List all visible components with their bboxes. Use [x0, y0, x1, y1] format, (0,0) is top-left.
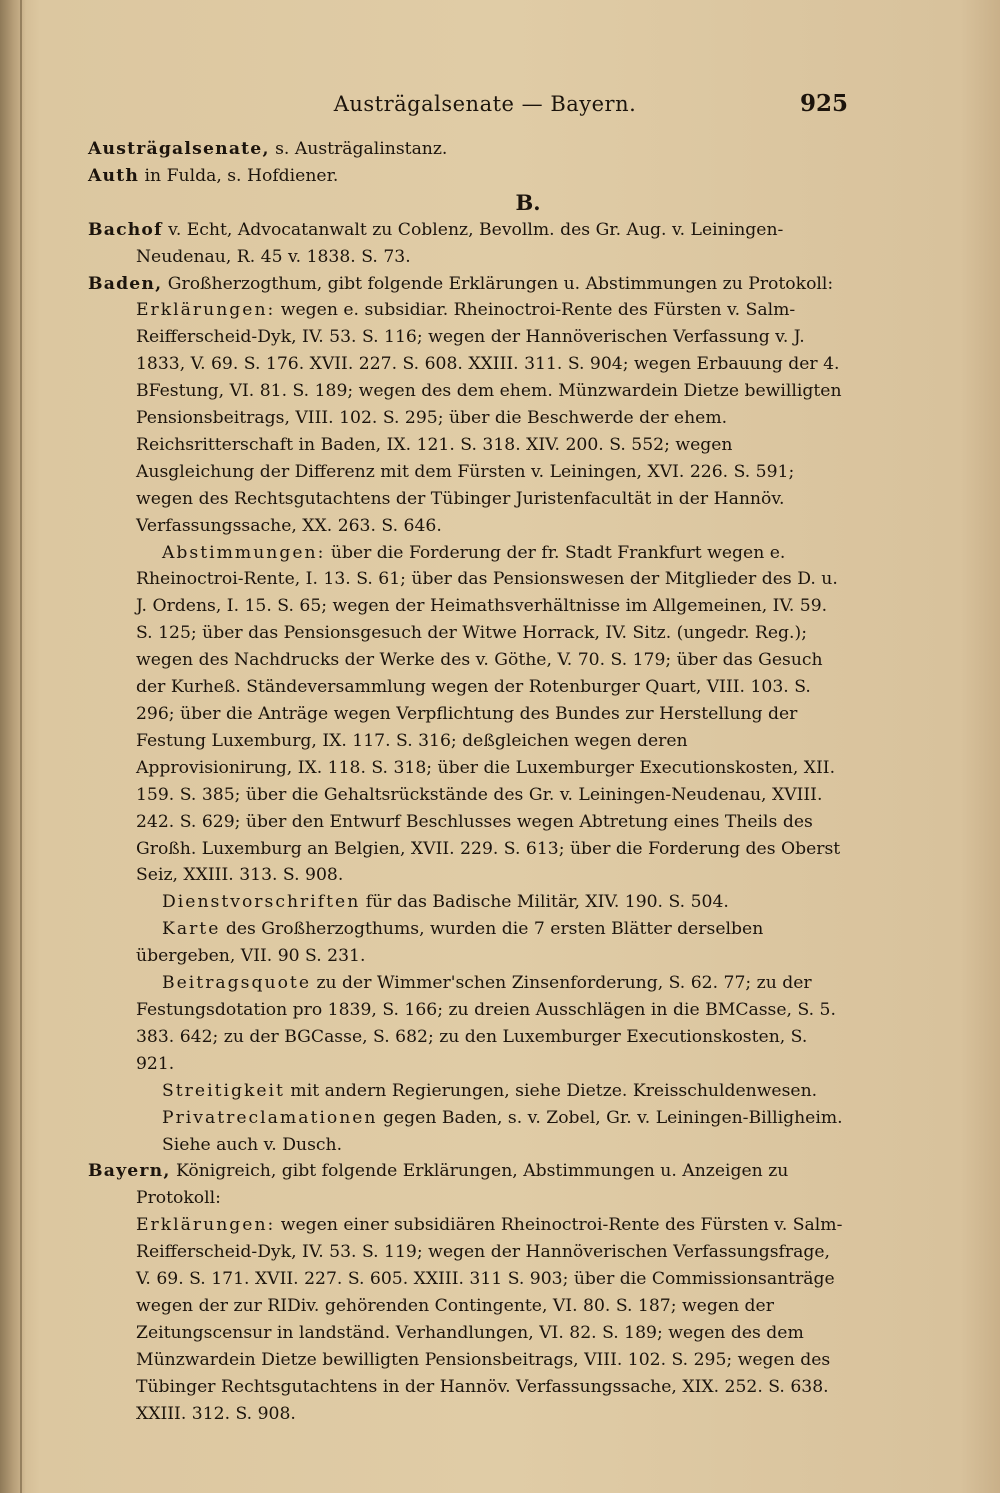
index-entry-bayern — [88, 1158, 848, 1212]
page-binding-shadow — [0, 0, 26, 1493]
entry-lemma: Baden, — [88, 273, 163, 294]
sub-label: Dienstvorschriften — [162, 892, 361, 913]
sub-label: Abstimmungen: — [162, 542, 326, 563]
sub-label: Karte — [162, 919, 221, 940]
index-entry-baden — [88, 271, 848, 298]
entry-lemma: Bachof — [88, 219, 163, 240]
running-header — [86, 92, 848, 128]
sub-label: Erklärungen: — [136, 300, 276, 321]
sub-paragraph — [88, 916, 848, 970]
sub-paragraph — [88, 1212, 848, 1427]
sub-text: Siehe auch v. Dusch. — [162, 1134, 343, 1155]
index-entry — [88, 136, 848, 163]
entry-text: in Fulda, s. Hofdiener. — [139, 165, 339, 186]
sub-text: wegen e. subsidiar. Rheinoctroi-Rente des Fürsten v. Salm-Reifferscheid-Dyk, IV. 53. S. 116; wegen der Hannöverischen Verfassung v. J. 1833, V. 69. S. 176. XVII. 227. S. 608. XXIII. 311. S. 904; wegen Erbauung der 4. BFestung, VI. 81. S. 189; wegen des dem ehem. Münzwardein Dietze bewilligten Pensionsbeitrags, VIII. 102. S. 295; über die Beschwerde der ehem. Reichsritterschaft in Baden, IX. 121. S. 318. XIV. 200. S. 552; wegen Ausgleichung der Differenz mit dem Fürsten v. Leiningen, XVI. 226. S. 591; wegen des Rechtsgutachtens der Tübinger Juristenfacultät in der Hannöv. Verfassungssache, XX. 263. S. 646. — [136, 300, 842, 536]
sub-label: Streitigkeit — [162, 1080, 285, 1101]
running-title: Austrägalsenate — Bayern. — [333, 92, 637, 116]
sub-text: des Großherzogthums, wurden die 7 ersten Blätter derselben übergeben, VII. 90 S. 231. — [136, 919, 764, 967]
sub-paragraph — [88, 970, 848, 1078]
sub-text: über die Forderung der fr. Stadt Frankfurt wegen e. Rheinoctroi-Rente, I. 13. S. 61; über das Pensionswesen der Mitglieder des D. u. J. Ordens, I. 15. S. 65; wegen der Heimathsverhältnisse im Allgemeinen, IV. 59. S. 125; über das Pensionsgesuch der Witwe Horrack, IV. Sitz. (ungedr. Reg.); wegen des Nachdrucks der Werke des v. Göthe, V. 70. S. 179; über das Gesuch der Kurheß. Ständeversammlung wegen der Rotenburger Quart, VIII. 103. S. 296; über die Anträge wegen Verpflichtung des Bundes zur Herstellung der Festung Luxemburg, IX. 117. S. 316; deßgleichen wegen deren Approvisionirung, IX. 118. S. 318; über die Luxemburger Executionskosten, XII. 159. S. 385; über die Gehaltsrückstände des Gr. v. Leiningen-Neudenau, XVIII. 242. S. 629; über den Entwurf Beschlusses wegen Abtretung eines Theils des Großh. Luxemburg an Belgien, XVII. 229. S. 613; über die Forderung des Oberst Seiz, XXIII. 313. S. 908. — [136, 542, 841, 886]
section-letter: B. — [515, 189, 541, 215]
binding-edge-line — [20, 0, 22, 1493]
sub-paragraph — [88, 889, 848, 916]
sub-label: Erklärungen: — [136, 1215, 276, 1236]
index-entry-bachof — [88, 217, 848, 271]
entry-text: v. Echt, Advocatanwalt zu Coblenz, Bevollm. des Gr. Aug. v. Leiningen-Neudenau, R. 45 v. 1838. S. 73. — [136, 219, 784, 267]
entry-text: Königreich, gibt folgende Erklärungen, Abstimmungen u. Anzeigen zu Protokoll: — [136, 1161, 789, 1209]
entry-lemma: Bayern, — [88, 1161, 171, 1182]
sub-paragraph — [88, 297, 848, 539]
entry-text: s. Austrägalinstanz. — [269, 139, 448, 159]
sub-paragraph — [88, 1132, 848, 1159]
sub-text: mit andern Regierungen, siehe Dietze. Kreisschuldenwesen. — [284, 1080, 818, 1101]
index-text — [88, 136, 848, 1427]
sub-text: zu der Wimmer'schen Zinsenforderung, S. 62. 77; zu der Festungsdotation pro 1839, S. 166; zu dreien Ausschlägen in die BMCasse, S. 5. 383. 642; zu der BGCasse, S. 682; zu den Luxemburger Executionskosten, S. 921. — [136, 973, 836, 1074]
sub-text: gegen Baden, s. v. Zobel, Gr. v. Leiningen-Billigheim. — [377, 1107, 843, 1128]
entry-lemma: Austrägalsenate, — [88, 139, 270, 159]
entry-text: Großherzogthum, gibt folgende Erklärungen u. Abstimmungen zu Protokoll: — [162, 273, 834, 294]
index-entry — [88, 163, 848, 190]
page-number: 925 — [799, 90, 848, 117]
sub-label: Beitragsquote — [162, 973, 311, 994]
sub-label: Privatreclamationen — [162, 1107, 378, 1128]
sub-paragraph — [88, 1105, 848, 1132]
entry-lemma: Auth — [88, 165, 140, 186]
sub-text: für das Badische Militär, XIV. 190. S. 504. — [360, 892, 729, 913]
sub-paragraph — [88, 1078, 848, 1105]
sub-text: wegen einer subsidiären Rheinoctroi-Rente des Fürsten v. Salm-Reifferscheid-Dyk, IV. 53. S. 119; wegen der Hannöverischen Verfassungsfrage, V. 69. S. 171. XVII. 227. S. 605. XXIII. 311 S. 903; über die Commissionsanträge wegen der zur RIDiv. gehörenden Contingente, VI. 80. S. 187; wegen der Zeitungscensur in landständ. Verhandlungen, VI. 82. S. 189; wegen des dem Münzwardein Dietze bewilligten Pensionsbeitrags, VIII. 102. S. 295; wegen des Tübinger Rechtsgutachtens in der Hannöv. Verfassungssache, XIX. 252. S. 638. XXIII. 312. S. 908. — [136, 1215, 843, 1424]
sub-paragraph — [88, 540, 848, 890]
